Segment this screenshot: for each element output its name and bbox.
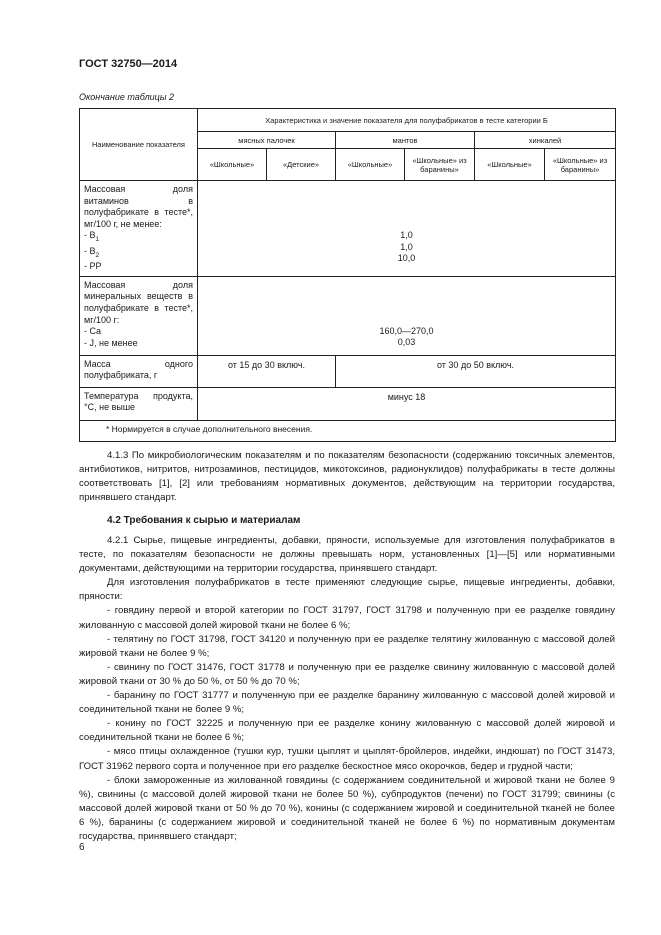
list-item: - баранину по ГОСТ 31777 и полученную при ее разделке баранину жилованную с массовой долей жировой и соединительной ткани не более 9 %;: [79, 690, 615, 716]
list-item: - блоки замороженные из жилованной говядины (с содержанием соединительной и жировой ткани не более 9 %), свинины (с массовой долей жировой ткани не более 50 %), субпродуктов (печени) по ГОСТ 31799; свинины (с массовой долей жировой ткани от 50 % до 70 %), конины (с содержанием жировой и соединительной тканей не более 6 %), баранины (с содержанием жировой и соединительной тканей не более 6 %) по нормативным документам государства, принявшего стандарт;: [79, 774, 615, 842]
list-item: - телятину по ГОСТ 31798, ГОСТ 34120 и полученную при ее разделке телятину жилованную с массовой долей жировой ткани не более 9 %;: [79, 633, 615, 659]
vitamin-b2-value: 1,0: [400, 241, 413, 252]
minerals-values: [198, 276, 616, 355]
header-product-manty: мантов: [336, 132, 475, 149]
mass-value-manty-khinkali: от 30 до 50 включ.: [336, 355, 616, 387]
mass-value-sticks: от 15 до 30 включ.: [198, 355, 336, 387]
section-4-1-3: [79, 449, 615, 505]
vitamin-b1-label: - $B_1$: [84, 230, 100, 244]
header-variant: «Детские»: [267, 149, 336, 181]
vitamin-b1-value: 1,0: [400, 230, 413, 240]
header-variant: «Школьные» из баранины»: [545, 149, 616, 181]
minerals-label: Массовая доля минеральных веществ в полуфабрикате в тесте*, мг/100 г:: [84, 279, 193, 325]
list-item: - говядину первой и второй категории по ГОСТ 31797, ГОСТ 31798 и полученную при ее разделке говядину жилованную с массовой долей жировой ткани не более 6 %;: [79, 605, 615, 631]
row-label-vitamins: [80, 181, 198, 277]
mineral-ca-label: - Ca: [84, 326, 102, 337]
row-label-mass: Масса одного полуфабриката, г: [80, 355, 198, 387]
table-row-temperature: [80, 387, 616, 420]
paragraph-intro: Для изготовления полуфабрикатов в тесте применяют следующие сырье, пищевые ингредиенты, добавки, пряности:: [79, 577, 615, 603]
header-variant: «Школьные»: [475, 149, 545, 181]
table-row-minerals: [80, 276, 616, 355]
table-caption: Окончание таблицы 2: [79, 92, 174, 102]
paragraph-4-1-3: 4.1.3 По микробиологическим показателям и по показателям безопасности (содержанию токсичных элементов, антибиотиков, нитритов, нитрозаминов, пестицидов, микотоксинов, радионуклидов) полуфабрикаты в тесте должны соответствовать [1], [2] или требованиям нормативных документов, действующим на территории государства, принявшего стандарт.: [79, 450, 615, 504]
mineral-j-value: 0,03: [397, 337, 416, 348]
section-4-2-1: [79, 534, 615, 844]
header-group-title: Характеристика и значение показателя для полуфабрикатов в тесте категории Б: [198, 109, 616, 132]
row-label-temperature: Температура продукта, °С, не выше: [80, 387, 198, 420]
list-item: - мясо птицы охлажденное (тушки кур, тушки цыплят и цыплят-бройлеров, индейки, индюшат) по ГОСТ 31473, ГОСТ 31962 первого сорта и полученное при его разделке бескостное мясо окорочков, бедер и грудной части;: [79, 746, 615, 772]
table-row-mass: [80, 355, 616, 387]
temperature-value: минус 18: [198, 387, 616, 420]
header-product-khinkali: хинкалей: [475, 132, 616, 149]
header-variant: «Школьные» из баранины»: [405, 149, 475, 181]
indicator-table: [79, 108, 616, 442]
vitamin-pp-value: 10,0: [397, 253, 416, 264]
vitamin-b2-label: - $B_2$: [84, 245, 100, 259]
document-id: ГОСТ 32750—2014: [79, 58, 178, 70]
list-item: - конину по ГОСТ 32225 и полученную при ее разделке конину жилованную с массовой долей жировой и соединительной ткани не более 6 %;: [79, 718, 615, 744]
page-number: 6: [79, 842, 85, 853]
table-row-vitamins: [80, 181, 616, 277]
header-variant: «Школьные»: [336, 149, 405, 181]
table-footnote: * Нормируется в случае дополнительного внесения.: [80, 420, 616, 441]
row-label-minerals: [80, 276, 198, 355]
mineral-j-label: - J, не менее: [84, 337, 138, 348]
vitamins-label: Массовая доля витаминов в полуфабрикате в тесте*, мг/100 г, не менее:: [84, 184, 193, 229]
vitamins-values: [198, 181, 616, 277]
paragraph-4-2-1: 4.2.1 Сырье, пищевые ингредиенты, добавки, пряности, используемые для изготовления полуфабрикатов в тесте, по показателям безопасности не должны превышать норм, установленных [1]—[5] или нормативными документами, действующими на территории государства, принявшего стандарт.: [79, 535, 615, 575]
section-heading-4-2: 4.2 Требования к сырью и материалам: [107, 515, 301, 526]
mineral-ca-value: 160,0—270,0: [379, 325, 434, 336]
header-variant: «Школьные»: [198, 149, 267, 181]
header-name-column: Наименование показателя: [80, 109, 198, 181]
vitamin-pp-label: - PP: [84, 261, 102, 272]
list-item: - свинину по ГОСТ 31476, ГОСТ 31778 и полученную при ее разделке свинину жилованную с массовой долей жировой ткани от 30 % до 50 %, от 50 % до 70 %;: [79, 661, 615, 687]
header-product-sticks: мясных палочек: [198, 132, 336, 149]
